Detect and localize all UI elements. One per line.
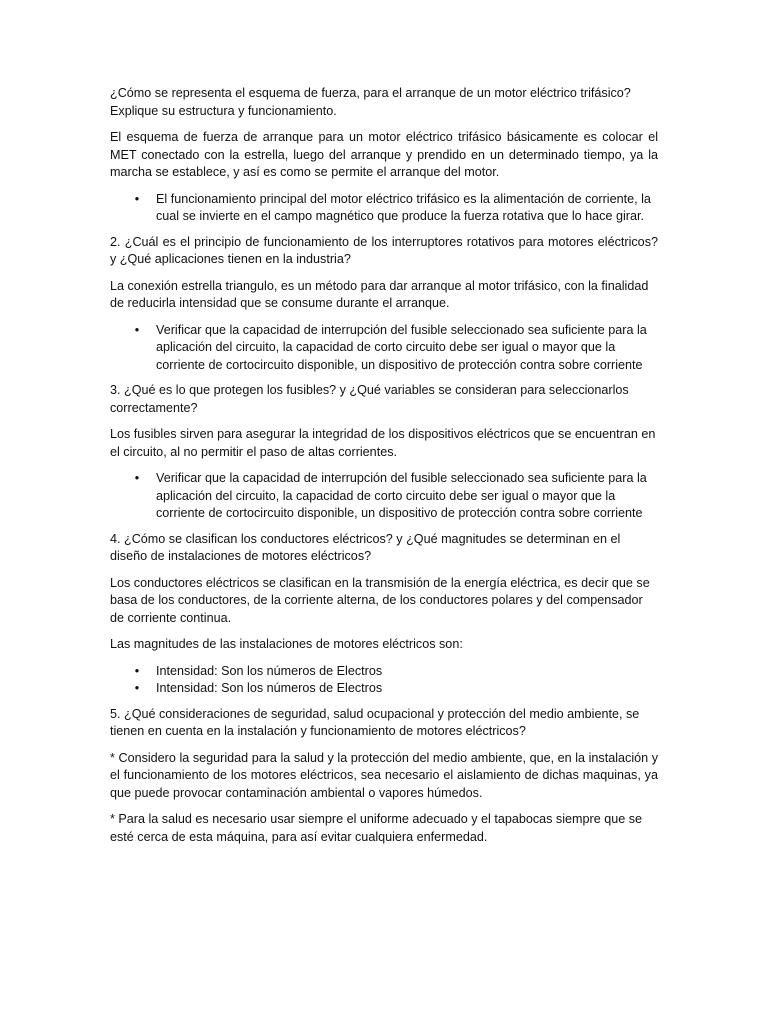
document-body — [110, 85, 658, 855]
bullet-text: Verificar que la capacidad de interrupción del fusible seleccionado sea suficiente para la aplicación del circuito, la capacidad de corto circuito debe ser igual o mayor que la corriente de cortocircuito disponible, un dispositivo de protección contra sobre corriente — [156, 322, 647, 372]
bullet-icon: • — [134, 191, 140, 206]
bullet-icon: • — [134, 681, 140, 695]
magnitudes-intro: Las magnitudes de las instalaciones de motores eléctricos son: — [110, 637, 463, 651]
answer-4: Los conductores eléctricos se clasifican en la transmisión de la energía eléctrica, es decir que se basa de los conductores, de la corriente alterna, de los conductores polares y del compensador de corriente continua. — [110, 575, 650, 625]
bullet-text: El funcionamiento principal del motor eléctrico trifásico es la alimentación de corriente, la cual se invierte en el campo magnético que produce la fuerza rotativa que lo hace girar. — [156, 191, 651, 223]
question-4: 4. ¿Cómo se clasifican los conductores eléctricos? y ¿Qué magnitudes se determinan en el diseño de instalaciones de motores eléctricos? — [110, 531, 621, 563]
question-2: 2. ¿Cuál es el principio de funcionamiento de los interruptores rotativos para motores eléctricos? y ¿Qué aplicaciones tienen en la industria? — [110, 234, 658, 266]
answer-2: La conexión estrella triangulo, es un método para dar arranque al motor trifásico, con la finalidad de reducirla intensidad que se consume durante el arranque. — [110, 278, 649, 310]
answer-1-bullets — [110, 191, 658, 226]
bullet-item — [110, 470, 658, 523]
answer-3-bullets — [110, 470, 658, 523]
bullet-item — [110, 663, 658, 681]
answer-5-part-1: * Considero la seguridad para la salud y la protección del medio ambiente, que, en la instalación y el funcionamiento de los motores eléctricos, sea necesario el aislamiento de dichas maquinas, ya que puede provocar contaminación ambiental o vapores húmedos. — [110, 750, 658, 800]
bullet-text: Intensidad: Son los números de Electros — [156, 681, 383, 695]
bullet-icon: • — [134, 663, 140, 678]
bullet-item — [110, 322, 658, 375]
answer-1: El esquema de fuerza de arranque para un motor eléctrico trifásico básicamente es colocar el MET conectado con la estrella, luego del arranque y prendido en un determinado tiempo, ya la marcha se establece, y así es como se permite el arranque del motor. — [110, 130, 658, 179]
bullet-icon: • — [134, 471, 140, 485]
answer-3: Los fusibles sirven para asegurar la integridad de los dispositivos eléctricos que se encuentran en el circuito, al no permitir el paso de altas corrientes. — [110, 427, 656, 459]
bullet-icon: • — [134, 322, 140, 337]
question-3: 3. ¿Qué es lo que protegen los fusibles? y ¿Qué variables se consideran para seleccionarlos correctamente? — [110, 383, 629, 415]
question-1: ¿Cómo se representa el esquema de fuerza, para el arranque de un motor eléctrico trifásico? Explique su estructura y funcionamiento. — [110, 86, 631, 118]
answer-5-part-2: * Para la salud es necesario usar siempre el uniforme adecuado y el tapabocas siempre que se esté cerca de esta máquina, para así evitar cualquiera enfermedad. — [110, 812, 643, 844]
answer-4-bullets — [110, 663, 658, 698]
bullet-text: Intensidad: Son los números de Electros — [156, 663, 383, 678]
bullet-text: Verificar que la capacidad de interrupción del fusible seleccionado sea suficiente para la aplicación del circuito, la capacidad de corto circuito debe ser igual o mayor que la corriente de cortocircuito disponible, un dispositivo de protección contra sobre corriente — [156, 471, 647, 520]
answer-2-bullets — [110, 322, 658, 375]
bullet-item — [110, 680, 658, 698]
question-5: 5. ¿Qué consideraciones de seguridad, salud ocupacional y protección del medio ambiente, se tienen en cuenta en la instalación y funcionamiento de motores eléctricos? — [110, 706, 640, 738]
bullet-item — [110, 191, 658, 226]
